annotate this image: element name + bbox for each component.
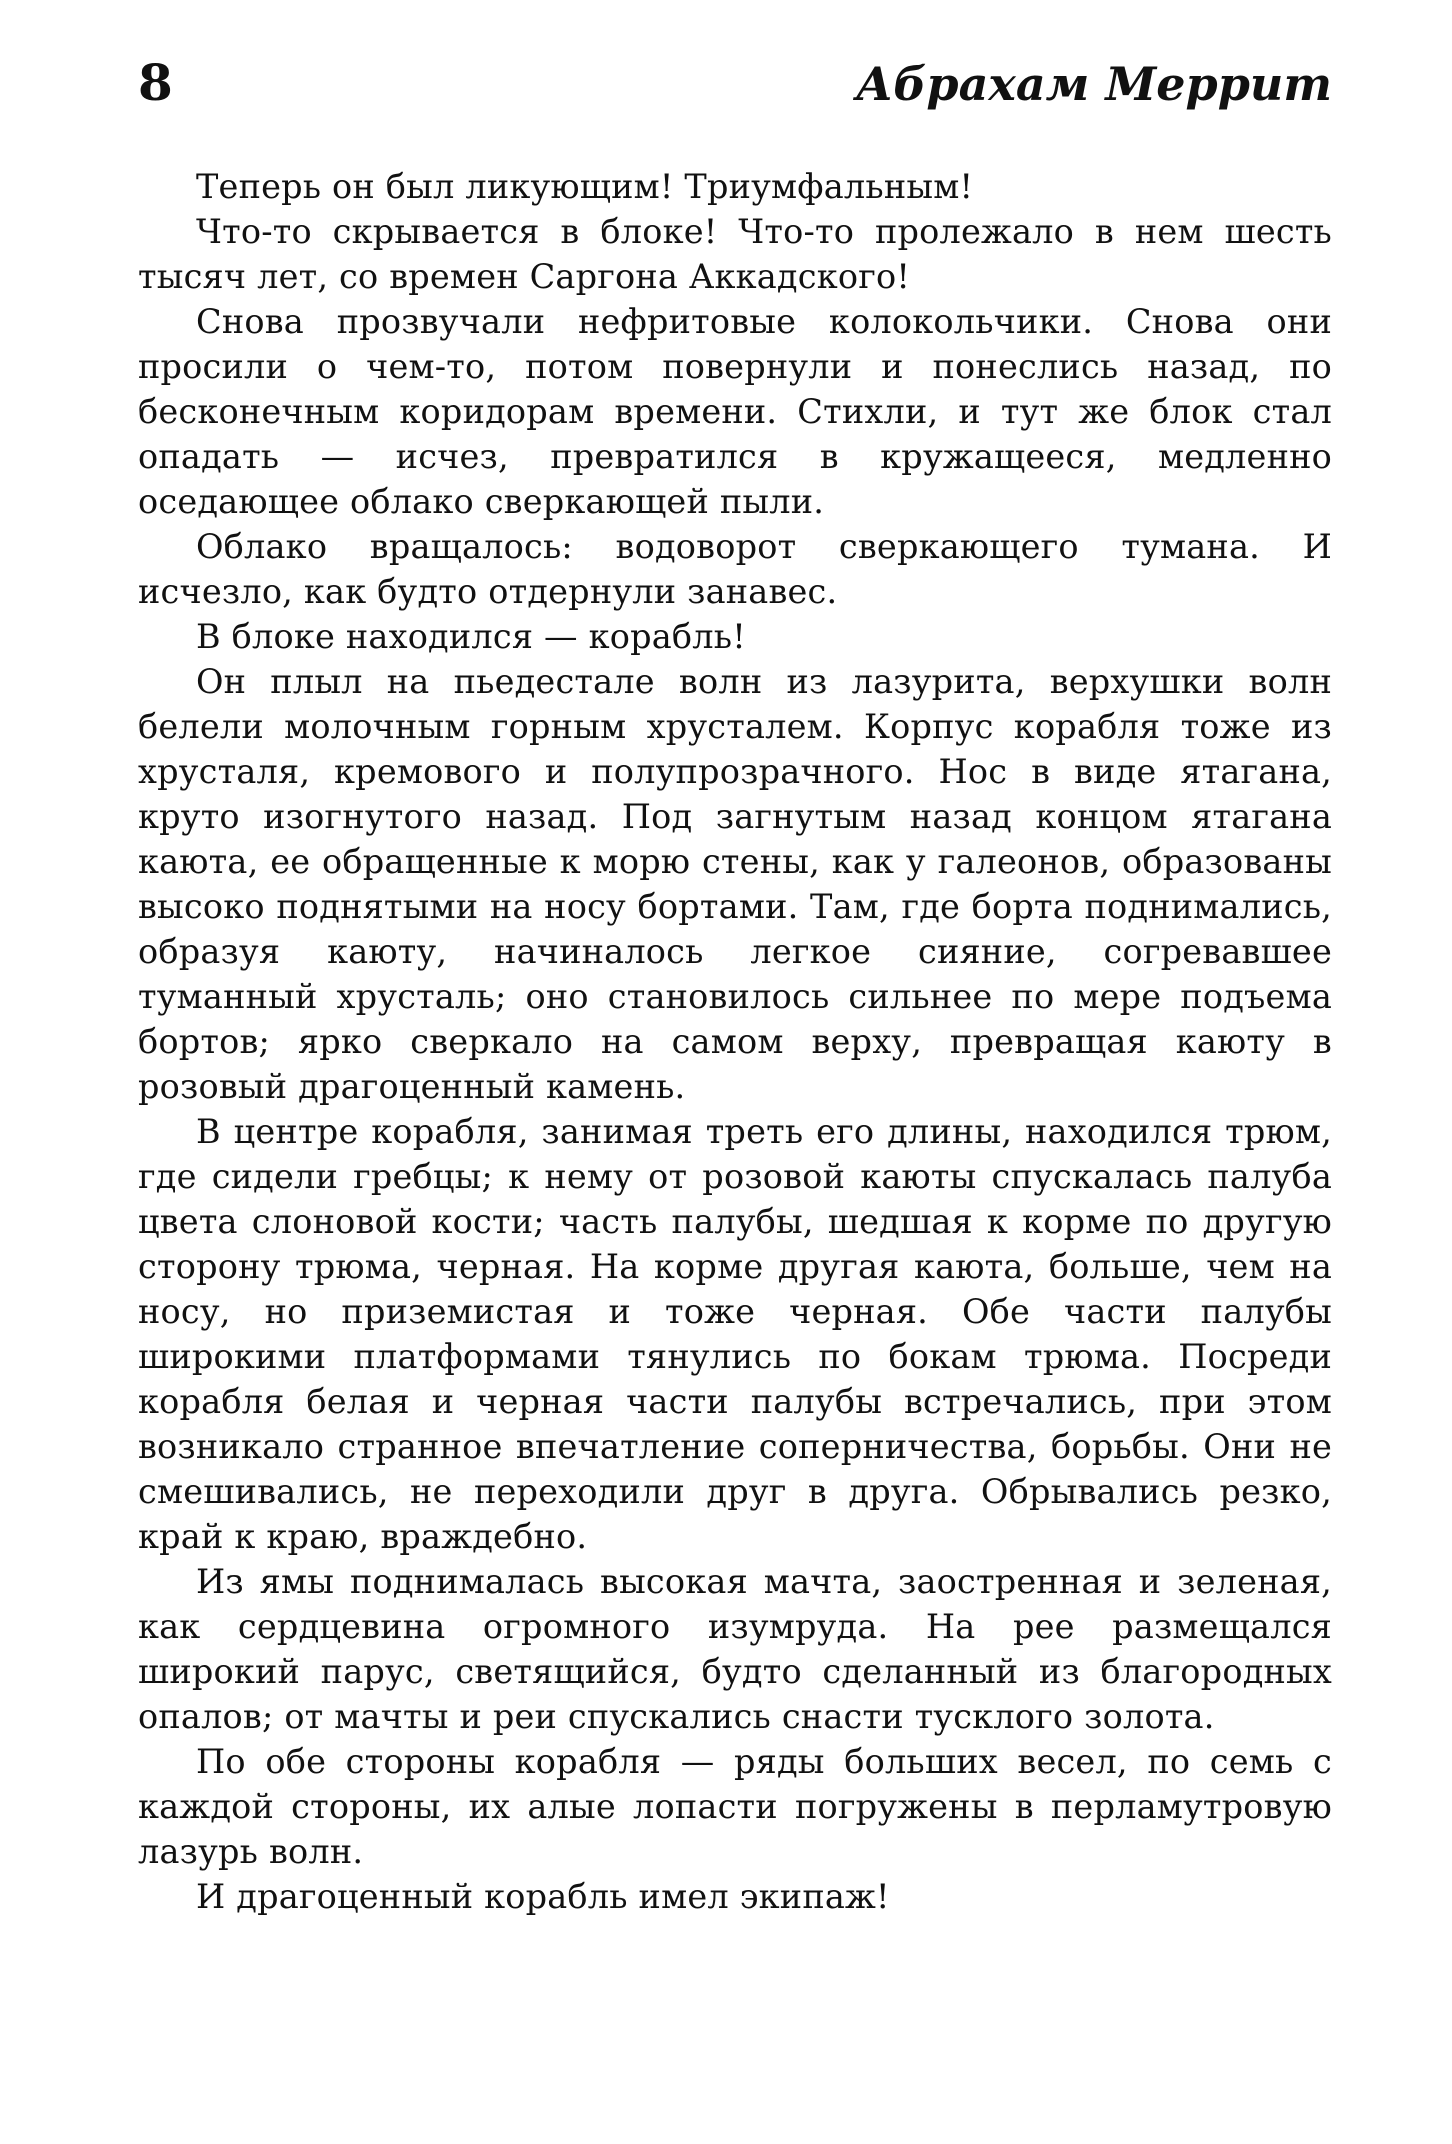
- paragraph: В блоке находился — корабль!: [196, 617, 746, 656]
- paragraph: Снова прозвучали нефритовые колокольчики. Снова они просили о чем-то, потом повернули и понеслись назад, по бесконечным коридорам времени. Стихли, и тут же блок стал опадать — исчез, превратился в кружащееся, медленно оседающее облако сверкающей пыли.: [138, 302, 1332, 521]
- page-header: [138, 53, 1332, 120]
- paragraph: Он плыл на пьедестале волн из лазурита, верхушки волн белели молочным горным хрусталем. Корпус корабля тоже из хрусталя, кремового и полупрозрачного. Нос в виде ятагана, круто изогнутого назад. Под загнутым назад концом ятагана каюта, ее обращенные к морю стены, как у галеонов, образованы высоко поднятыми на носу бортами. Там, где борта поднимались, образуя каюту, начиналось легкое сияние, согревавшее туманный хрусталь; оно становилось сильнее по мере подъема бортов; ярко сверкало на самом верху, превращая каюту в розовый драгоценный камень.: [138, 662, 1332, 1106]
- page-number: 8: [138, 53, 173, 112]
- paragraph: Из ямы поднималась высокая мачта, заостренная и зеленая, как сердцевина огромного изумруда. На рее размещался широкий парус, светящийся, будто сделанный из благородных опалов; от мачты и реи спускались снасти тусклого золота.: [138, 1562, 1332, 1736]
- body-text: [138, 164, 1332, 1919]
- paragraph: По обе стороны корабля — ряды больших весел, по семь с каждой стороны, их алые лопасти погружены в перламутровую лазурь волн.: [138, 1742, 1332, 1871]
- paragraph: Облако вращалось: водоворот сверкающего тумана. И исчезло, как будто отдернули занавес.: [138, 527, 1332, 611]
- paragraph: И драгоценный корабль имел экипаж!: [196, 1877, 890, 1916]
- paragraph: Что-то скрывается в блоке! Что-то пролежало в нем шесть тысяч лет, со времен Саргона Аккадского!: [138, 212, 1332, 296]
- running-head-author: Абрахам Меррит: [855, 57, 1332, 111]
- paragraph: В центре корабля, занимая треть его длины, находился трюм, где сидели гребцы; к нему от розовой каюты спускалась палуба цвета слоновой кости; часть палубы, шедшая к корме по другую сторону трюма, черная. На корме другая каюта, больше, чем на носу, но приземистая и тоже черная. Обе части палубы широкими платформами тянулись по бокам трюма. Посреди корабля белая и черная части палубы встречались, при этом возникало странное впечатление соперничества, борьбы. Они не смешивались, не переходили друг в друга. Обрывались резко, край к краю, враждебно.: [138, 1112, 1332, 1556]
- paragraph: Теперь он был ликующим! Триумфальным!: [196, 167, 974, 206]
